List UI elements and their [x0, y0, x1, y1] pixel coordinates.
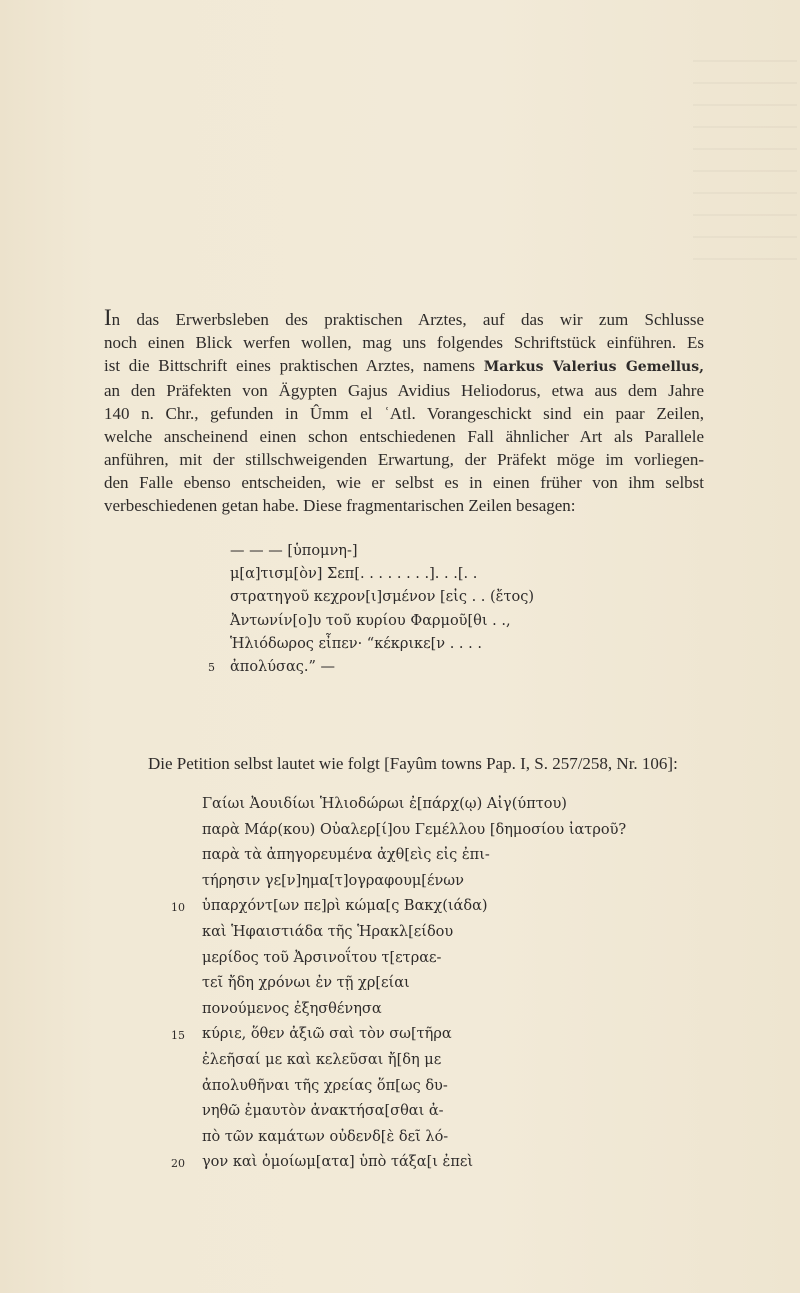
fragment-text: μ[α]τισμ[ὸν] Σεπ[. . . . . . . .]. . .[. . [230, 566, 478, 583]
petition-line [202, 792, 682, 818]
drop-cap: I [104, 305, 112, 330]
bleed-through-shadow [693, 60, 797, 280]
intro-line-text: 140 n. Chr., gefunden in Ûmm el ʿAtl. Vorangeschickt sind ein paar Zeilen, [104, 404, 704, 423]
petition-text: πονούμενος ἐξησθένησα [202, 1000, 382, 1017]
petition-text: πὸ τῶν καμάτων οὐδενδ[ὲ δεῖ λό- [202, 1128, 449, 1145]
line-number: 5 [208, 661, 215, 675]
petition-line [171, 1022, 682, 1048]
petition-text: τήρησιν γε[ν]ημα[τ]ογραφουμ[ένων [202, 872, 464, 889]
intro-line [104, 379, 704, 402]
intro-line-text: anführen, mit der stillschweigenden Erwartung, der Präfekt möge im vorliegen- [104, 450, 704, 469]
petition-line [202, 869, 682, 895]
petition-line [202, 997, 682, 1023]
intro-line [104, 448, 704, 471]
petition-line [202, 1048, 682, 1074]
petition-intro-line: Die Petition selbst lautet wie folgt [Fayûm towns Pap. I, S. 257/258, Nr. 106]: [148, 754, 678, 773]
fragment-line [230, 586, 650, 609]
intro-line [104, 306, 704, 331]
intro-line-text: welche anscheinend einen schon entschiedenen Fall ähnlicher Art als Parallele [104, 427, 704, 446]
intro-line-text: noch einen Blick werfen wollen, mag uns folgendes Schriftstück einführen. Es [104, 333, 704, 352]
petition-text: Γαίωι Ἀουιδίωι Ἡλιοδώρωι ἐ[πάρχ(ῳ) Αἰγ(ύπτου) [202, 796, 567, 812]
intro-paragraph [104, 306, 704, 517]
line-number: 15 [171, 1029, 185, 1043]
petition-line [171, 894, 682, 920]
intro-line [104, 331, 704, 354]
intro-line-text: an den Präfekten von Ägypten Gajus Avidius Heliodorus, etwa aus dem Jahre [104, 381, 704, 400]
fragment-line [230, 633, 650, 656]
petition-text: παρὰ Μάρ(κου) Οὐαλερ[ί]ου Γεμέλλου [δημοσίου ἰατροῦ? [202, 821, 627, 838]
fragment-line [230, 610, 650, 633]
intro-line [104, 402, 704, 425]
fragment-text: — — — [ὑπομνη-] [230, 543, 358, 559]
petition-line [202, 1099, 682, 1125]
line-number: 10 [171, 901, 185, 915]
greek-fragment [208, 540, 650, 679]
petition-line [202, 971, 682, 997]
intro-line-text: den Falle ebenso entscheiden, wie er selbst es in einen früher von ihm selbst [104, 473, 704, 492]
petition-text: γον καὶ ὁμοίωμ[ατα] ὑπὸ τάξα[ι ἐπεὶ [202, 1154, 474, 1171]
petition-text: τεῖ ἤδη χρόνωι ἐν τῇ χρ[είαι [202, 975, 410, 992]
fragment-line [230, 540, 650, 563]
fragment-text: Ἀντωνίν[ο]υ τοῦ κυρίου Φαρμοῦ[θι . ., [230, 612, 511, 629]
petition-text: μερίδος τοῦ Ἀρσινοΐτου τ[ετραε- [202, 949, 442, 966]
intro-line [104, 471, 704, 494]
fragment-text: Ἡλιόδωρος εἶπεν· “κέκρικε[ν . . . . [230, 635, 482, 652]
petition-text: ἀπολυθῆναι τῆς χρείας ὅπ[ως δυ- [202, 1077, 448, 1094]
petition-text: παρὰ τὰ ἀπηγορευμένα ἀχθ[εὶς εἰς ἐπι- [202, 847, 490, 864]
petition-text: νηθῶ ἐμαυτὸν ἀνακτήσα[σθαι ἀ- [202, 1103, 444, 1120]
intro-line [104, 494, 704, 517]
petition-line [202, 946, 682, 972]
intro-line [104, 354, 704, 379]
petition-line [202, 1074, 682, 1100]
petition-line [202, 1125, 682, 1151]
intro-line-text: ist die Bittschrift eines praktischen Arztes, namens [104, 356, 484, 375]
petition-line [202, 818, 682, 844]
intro-line-text: verbeschiedenen getan habe. Diese fragmentarischen Zeilen besagen: [104, 496, 576, 515]
petition-text: κύριε, ὅθεν ἀξιῶ σαὶ τὸν σω[τῆρα [202, 1026, 452, 1043]
line-number: 20 [171, 1157, 185, 1171]
petition-text: ὑπαρχόντ[ων πε]ρὶ κώμα[ς Βακχ(ιάδα) [202, 898, 488, 915]
petition-line [171, 1150, 682, 1176]
author-name-bold: Markus Valerius Gemellus, [483, 359, 704, 375]
fragment-line [230, 563, 650, 586]
petition-text: ἐλεῆσαί με καὶ κελεῦσαι ἤ[δη με [202, 1051, 442, 1068]
intro-line [104, 425, 704, 448]
petition-line [202, 920, 682, 946]
petition-text: καὶ Ἡφαιστιάδα τῆς Ἡρακλ[είδου [202, 923, 454, 940]
fragment-text: στρατηγοῦ κεχρον[ι]σμένον [εἰς . . (ἔτος) [230, 589, 534, 606]
fragment-line [208, 656, 650, 679]
greek-petition [171, 792, 682, 1176]
intro-line-text: n das Erwerbsleben des praktischen Arztes, auf das wir zum Schlusse [111, 310, 704, 329]
petition-line [202, 843, 682, 869]
fragment-text: ἀπολύσας.” — [230, 659, 335, 676]
